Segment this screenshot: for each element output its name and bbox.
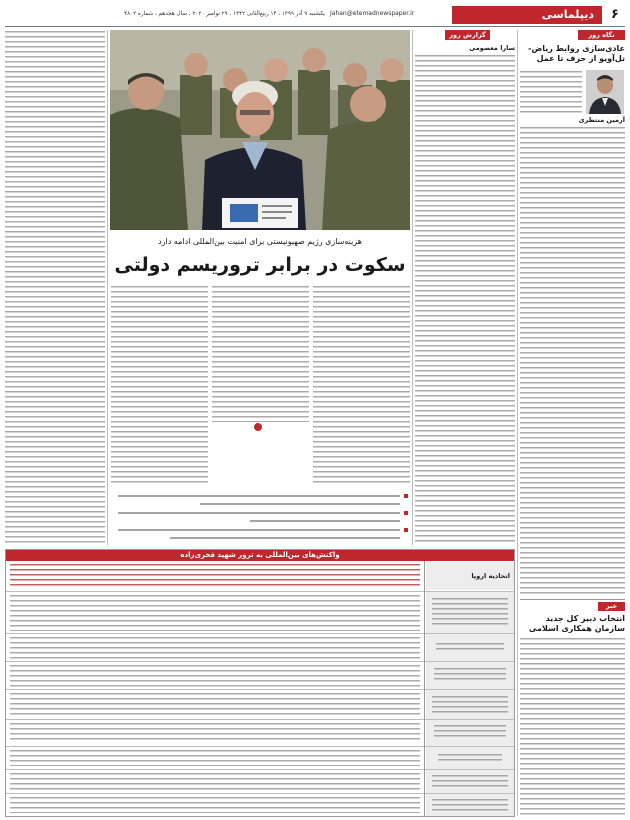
- issue-date: یکشنبه ۹ آذر ۱۳۹۹ ، ۱۴ ربیع‌الثانی ۱۴۴۲ ، ۲۹ نوامبر ۲۰۲۰ ، سال هجدهم ، شماره ۴۸۰۲: [124, 11, 325, 17]
- section-banner: [452, 6, 602, 24]
- news-photo: [110, 30, 410, 230]
- bullet-item: [110, 527, 410, 534]
- reaction-row-label: [426, 747, 514, 769]
- header-rule: [5, 26, 625, 27]
- reaction-row-content: [10, 797, 420, 813]
- news-headline: انتخاب دبیر کل جدید سازمان همکاری اسلامی: [528, 614, 625, 633]
- article-body-column-2: [212, 286, 309, 422]
- column-divider: [107, 30, 108, 545]
- author-photo: [586, 70, 624, 114]
- bullet-item: [110, 501, 410, 508]
- continuation-marker-icon: [254, 423, 262, 431]
- opinion-author: آرمین منتظری: [578, 116, 625, 124]
- reaction-row-content: [10, 773, 420, 790]
- column-divider: [517, 30, 518, 816]
- bullet-item: [110, 493, 410, 500]
- page-number: ۶: [611, 7, 619, 22]
- article-body-column-1: [313, 286, 410, 486]
- reaction-row-label: [426, 794, 514, 816]
- reaction-row-content: [10, 723, 420, 743]
- news-label: خبر: [598, 602, 625, 611]
- opinion-body-text: [520, 127, 625, 595]
- report-body-text: [415, 55, 515, 545]
- reactions-box: [5, 549, 515, 817]
- bullet-item: [110, 510, 410, 517]
- reaction-row-label: [426, 690, 514, 719]
- reaction-row-label: [426, 662, 514, 689]
- bullet-item: [110, 518, 410, 525]
- photo-officials-meeting: [110, 30, 410, 230]
- article-headline: سکوت در برابر تروریسم دولتی: [114, 254, 406, 276]
- opinion-intro-text: [520, 71, 582, 114]
- reaction-row-label: اتحادیه اروپا: [426, 562, 514, 590]
- reaction-row-label: [426, 770, 514, 793]
- left-column-body-text: [5, 31, 105, 545]
- reaction-row-label: [426, 592, 514, 633]
- opinion-label: نگاه روز: [578, 30, 625, 40]
- reaction-row-content: [10, 693, 420, 717]
- article-kicker: هزینه‌سازی رژیم صهیونیستی برای امنیت بین‌المللی ادامه دارد: [158, 237, 362, 246]
- table-column-divider: [424, 561, 425, 816]
- report-label: گزارش روز: [445, 30, 490, 40]
- bullet-item: [110, 535, 410, 542]
- reaction-row-content: [10, 750, 420, 766]
- news-rule: [520, 599, 625, 600]
- reaction-row-content: [10, 595, 420, 631]
- email-link[interactable]: Jahan@etemadnewspaper.ir: [330, 10, 415, 17]
- reaction-row-content: [10, 637, 420, 659]
- article-bullet-box: [110, 491, 410, 545]
- report-author: سارا معصومی: [469, 44, 515, 52]
- column-divider: [412, 30, 413, 545]
- reaction-row-content: [10, 564, 420, 589]
- reactions-title: واکنش‌های بین‌المللی به ترور شهید فخری‌زاده: [6, 550, 514, 561]
- opinion-headline: عادی‌سازی روابط ریاض- تل‌آویو از حرف تا عمل: [528, 44, 625, 63]
- reaction-row-label: [426, 720, 514, 746]
- news-body-text: [520, 638, 625, 816]
- reaction-row-content: [10, 665, 420, 687]
- reaction-row-label: [426, 634, 514, 661]
- article-body-column-3: [111, 286, 208, 486]
- author-portrait-icon: [586, 70, 624, 114]
- section-title: دیپلماسی: [541, 8, 594, 21]
